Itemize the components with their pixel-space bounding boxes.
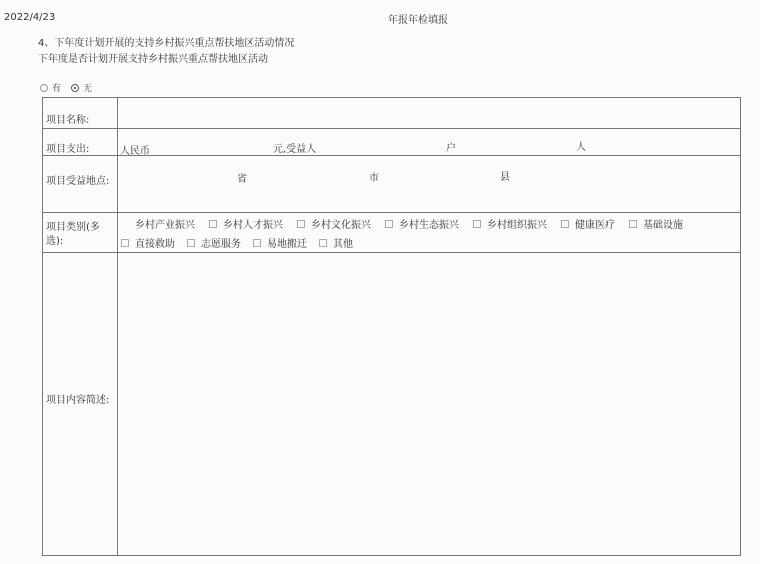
radio-yes-label: 有 [52, 84, 62, 94]
category-checkbox[interactable] [561, 220, 569, 228]
row-divider [43, 212, 740, 213]
project-content-label: 项目内容简述: [46, 395, 110, 406]
radio-no[interactable] [71, 84, 79, 92]
expense-households-label: 户 [446, 143, 456, 154]
header-title: 年报年检填报 [388, 15, 448, 26]
project-name-field[interactable] [121, 104, 731, 124]
category-option-label: 健康医疗 [575, 220, 615, 231]
form-column-divider [117, 98, 118, 555]
category-checkbox[interactable] [385, 220, 393, 228]
plan-radio-group [40, 81, 102, 94]
category-option-label: 乡村组织振兴 [487, 220, 547, 231]
category-checkbox[interactable] [187, 239, 195, 247]
project-expense-label: 项目支出: [46, 144, 90, 155]
region-province-label: 省 [237, 174, 247, 185]
project-region-label: 项目受益地点: [46, 176, 110, 187]
category-option-label: 乡村产业振兴 [135, 220, 195, 231]
radio-no-label: 无 [83, 84, 93, 94]
project-category-label: 项目类别(多选): [46, 222, 100, 247]
row-divider [43, 252, 740, 253]
row-divider [43, 128, 740, 129]
header-date: 2022/4/23 [4, 12, 56, 23]
category-checkbox[interactable] [297, 220, 305, 228]
expense-yuan-beneficiaries-label: 元,受益人 [273, 144, 317, 155]
category-checkbox[interactable] [473, 220, 481, 228]
category-checkbox[interactable] [209, 220, 217, 228]
expense-persons-label: 人 [576, 142, 586, 153]
category-option-label: 志愿服务 [201, 239, 241, 250]
radio-yes[interactable] [40, 84, 48, 92]
category-option-label: 直接救助 [135, 239, 175, 250]
category-option-label: 乡村生态振兴 [399, 220, 459, 231]
category-option-label: 其他 [333, 239, 353, 250]
category-checkbox[interactable] [121, 239, 129, 247]
project-name-label: 项目名称: [46, 115, 90, 126]
region-county-label: 县 [500, 172, 510, 183]
project-form [42, 97, 741, 556]
category-options-row1 [135, 216, 683, 231]
category-option-label: 乡村人才振兴 [223, 220, 283, 231]
category-checkbox[interactable] [629, 220, 637, 228]
category-option-label: 乡村文化振兴 [311, 220, 371, 231]
category-options-row2 [121, 235, 353, 250]
category-option-label: 基础设施 [643, 220, 683, 231]
question-prompt: 下年度是否计划开展支持乡村振兴重点帮扶地区活动 [38, 54, 268, 65]
project-content-field[interactable] [121, 258, 733, 550]
region-city-label: 市 [369, 173, 379, 184]
expense-currency-label: 人民币 [120, 146, 150, 157]
question-title: 4、下年度计划开展的支持乡村振兴重点帮扶地区活动情况 [38, 38, 295, 49]
category-checkbox[interactable] [253, 239, 261, 247]
category-checkbox[interactable] [319, 239, 327, 247]
category-option-label: 易地搬迁 [267, 239, 307, 250]
